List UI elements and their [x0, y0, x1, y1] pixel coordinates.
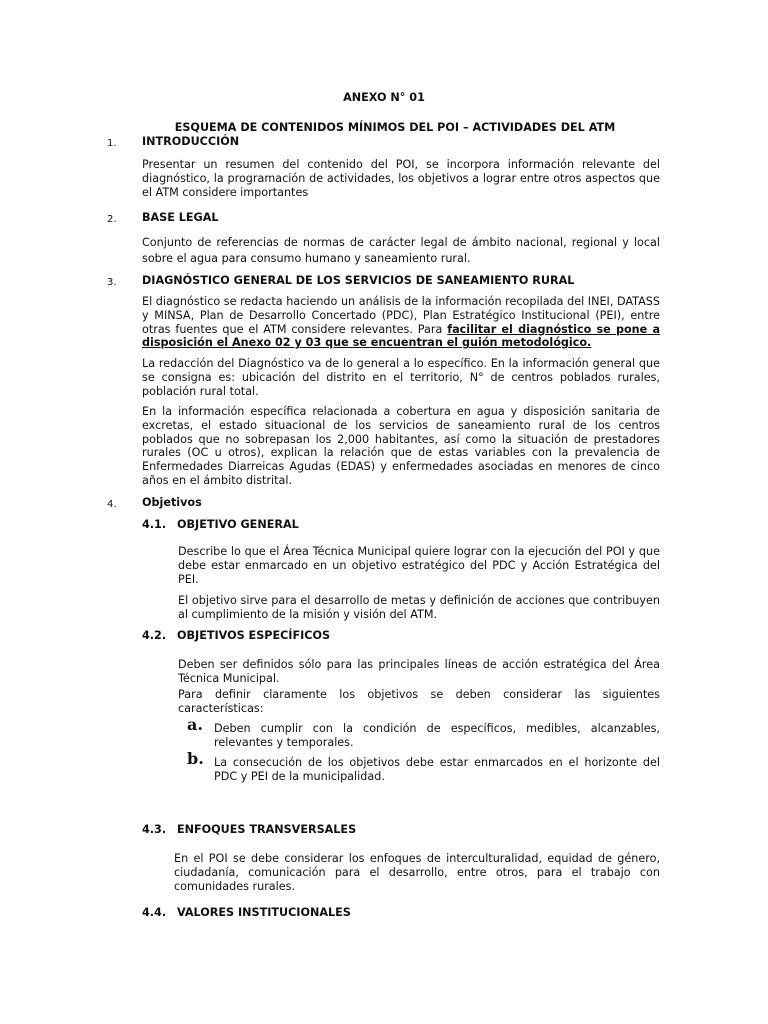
paragraph: Para definir claramente los objetivos se deben considerar las siguientes características: — [178, 688, 660, 715]
section-number: 1. — [107, 138, 117, 149]
paragraph — [142, 295, 660, 350]
subsection-title: VALORES INSTITUCIONALES — [177, 906, 351, 919]
subsection-number: 4.1. — [142, 518, 167, 531]
subsection-heading — [142, 823, 356, 837]
paragraph-text: El diagnóstico se redacta haciendo un análisis de la información recopilada del INEI, DATASS y MINSA, Plan de Desarrollo Concertado (PDC), Plan Estratégico Institucional (PEI), entre otras fuentes que el ATM considere relevantes. Para — [142, 295, 660, 336]
list-item: Deben cumplir con la condición de específicos, medibles, alcanzables, relevantes y temporales. — [214, 722, 660, 749]
section-heading: INTRODUCCIÓN — [142, 135, 240, 148]
subsection-number: 4.4. — [142, 906, 167, 919]
section-heading: BASE LEGAL — [142, 211, 219, 224]
subsection-title: OBJETIVO GENERAL — [177, 518, 299, 531]
paragraph: Presentar un resumen del contenido del POI, se incorpora información relevante del diagnóstico, la programación de actividades, los objetivos a lograr entre otros aspectos que el ATM considere importantes — [142, 158, 660, 199]
subsection-number: 4.3. — [142, 823, 167, 836]
section-number: 4. — [107, 499, 117, 510]
paragraph: Describe lo que el Área Técnica Municipal quiere lograr con la ejecución del POI y que debe estar enmarcado en un objetivo estratégico del PDC y Acción Estratégica del PEI. — [178, 545, 660, 586]
subsection-heading — [142, 518, 299, 532]
subsection-title: ENFOQUES TRANSVERSALES — [177, 823, 357, 836]
section-heading: DIAGNÓSTICO GENERAL DE LOS SERVICIOS DE SANEAMIENTO RURAL — [142, 274, 575, 287]
list-letter: a. — [187, 715, 203, 734]
paragraph: En la información específica relacionada a cobertura en agua y disposición sanitaria de excretas, el estado situacional de los servicios de saneamiento rural de los centros poblados que no sobrepasan los 2,000 habitantes, así como la situación de prestadores rurales (OC u otros), explican la relación que de estas variables con la prevalencia de Enfermedades Diarreicas Agudas (EDAS) y enfermedades asociadas en menores de cinco años en el ámbito distrital. — [142, 405, 660, 487]
page-subtitle: ESQUEMA DE CONTENIDOS MÍNIMOS DEL POI – ACTIVIDADES DEL ATM — [174, 121, 616, 134]
paragraph: En el POI se debe considerar los enfoques de interculturalidad, equidad de género, ciudadanía, comunicación para el desarrollo, entre otros, para el trabajo con comunidades rurales. — [174, 852, 660, 893]
list-item: La consecución de los objetivos debe estar enmarcados en el horizonte del PDC y PEI de la municipalidad. — [214, 756, 660, 783]
subsection-heading — [142, 629, 330, 643]
page-title: ANEXO N° 01 — [343, 91, 425, 104]
paragraph: Deben ser definidos sólo para las principales líneas de acción estratégica del Área Técnica Municipal. — [178, 658, 660, 685]
list-letter: b. — [187, 749, 204, 768]
section-heading: Objetivos — [142, 496, 202, 509]
subsection-heading — [142, 906, 351, 920]
subsection-number: 4.2. — [142, 629, 167, 642]
subsection-title: OBJETIVOS ESPECÍFICOS — [177, 629, 331, 642]
section-number: 3. — [107, 277, 117, 288]
paragraph: Conjunto de referencias de normas de carácter legal de ámbito nacional, regional y local sobre el agua para consumo humano y saneamiento rural. — [142, 236, 660, 265]
paragraph: La redacción del Diagnóstico va de lo general a lo específico. En la información general que se consigna es: ubicación del distrito en el territorio, N° de centros poblados rurales, población rural total. — [142, 357, 660, 398]
section-number: 2. — [107, 214, 117, 225]
paragraph: El objetivo sirve para el desarrollo de metas y definición de acciones que contribuyen al cumplimiento de la misión y visión del ATM. — [178, 594, 660, 621]
emphasis-text: facilitar el diagnóstico se pone a disposición el Anexo 02 y 03 que se encuentran el guión metodológico. — [142, 322, 660, 350]
